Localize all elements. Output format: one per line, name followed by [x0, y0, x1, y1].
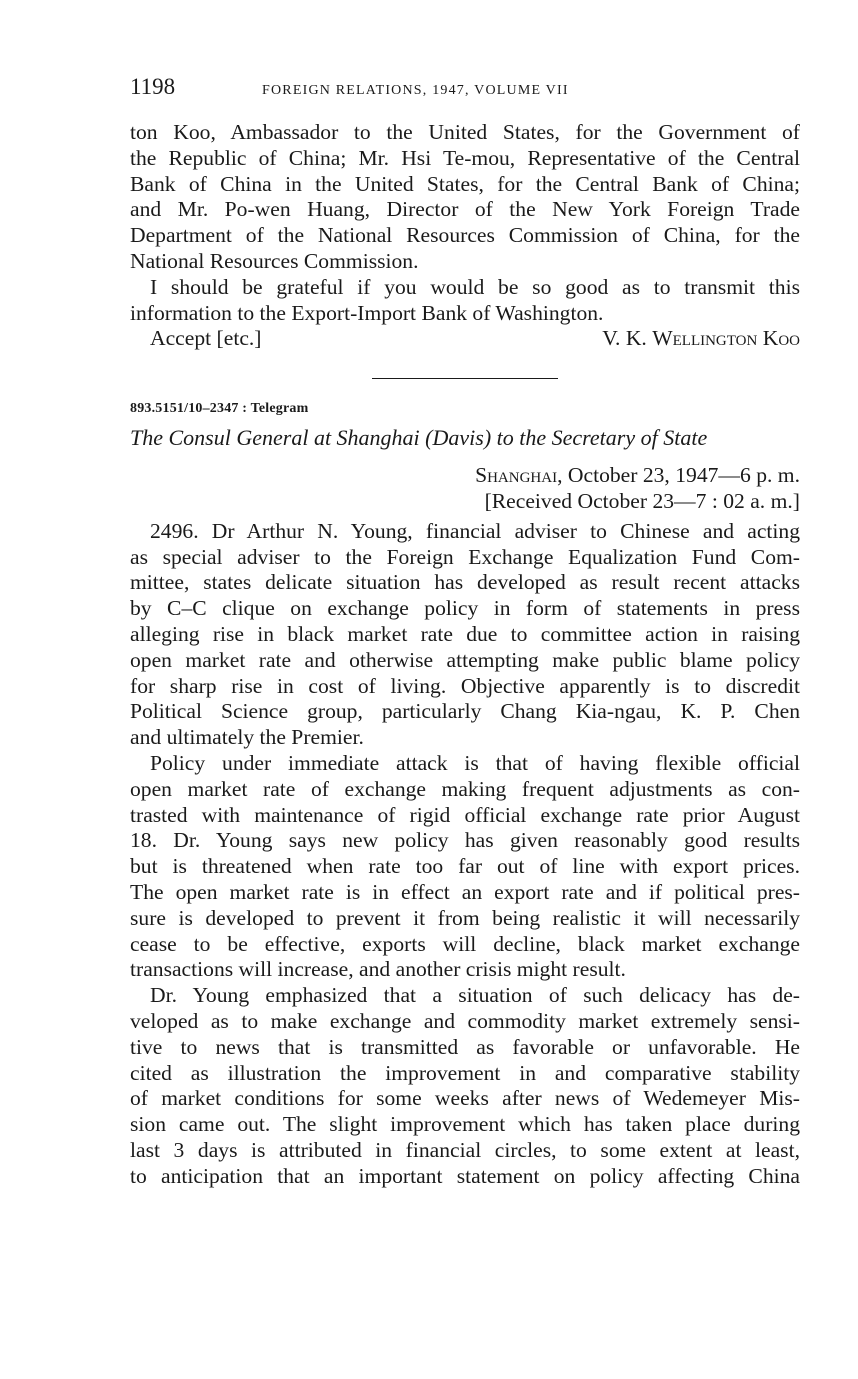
- document-page: [130, 74, 800, 1189]
- text-line: ton Koo, Ambassador to the United States, for the Government of: [130, 120, 800, 144]
- running-title: FOREIGN RELATIONS, 1947, VOLUME VII: [262, 83, 569, 98]
- running-header: [130, 74, 800, 104]
- signature: [602, 326, 800, 352]
- telegram-paragraph-3: [130, 983, 800, 1189]
- file-reference: 893.5151/10–2347 : Telegram: [130, 401, 309, 417]
- text-line: 2496. Dr Arthur N. Young, financial adviser to Chinese and acting: [150, 518, 800, 543]
- page-number: 1198: [130, 74, 176, 99]
- signature-name: Wellington: [652, 326, 758, 351]
- telegram-paragraph-1: [130, 519, 800, 751]
- text-line: information to the Export-Import Bank of Washington.: [130, 300, 604, 325]
- text-line: open market rate and otherwise attempting make public blame policy: [130, 647, 800, 672]
- text-line: 18. Dr. Young says new policy has given reasonably good results: [130, 828, 800, 853]
- signature-initials: V. K.: [602, 326, 647, 351]
- document-heading: The Consul General at Shanghai (Davis) to the Secretary of State: [130, 425, 708, 451]
- text-line: I should be grateful if you would be so good as to transmit this: [150, 274, 800, 299]
- text-line: National Resources Commission.: [130, 248, 419, 273]
- text-line: by C–C clique on exchange policy in form of statements in press: [130, 596, 800, 621]
- text-line: of market conditions for some weeks after news of Wedemeyer Mis-: [130, 1086, 800, 1111]
- text-line: open market rate of exchange making frequent adjustments as con-: [130, 776, 800, 801]
- text-line: the Republic of China; Mr. Hsi Te-mou, Representative of the Central: [130, 145, 800, 170]
- text-line: cited as illustration the improvement in and comparative stability: [130, 1060, 800, 1085]
- telegram-paragraph-2: [130, 751, 800, 983]
- text-line: as special adviser to the Foreign Exchange Equalization Fund Com-: [130, 544, 800, 569]
- text-line: sure is developed to prevent it from being realistic it will necessarily: [130, 905, 800, 930]
- text-line: Department of the National Resources Commission of China, for the: [130, 223, 800, 248]
- section-divider: [372, 378, 558, 379]
- dateline-received: [Received October 23—7 : 02 a. m.]: [484, 488, 800, 513]
- accept-text: Accept [etc.]: [150, 326, 262, 351]
- text-line: and Mr. Po-wen Huang, Director of the New York Foreign Trade: [130, 197, 800, 222]
- text-line: mittee, states delicate situation has developed as result recent attacks: [130, 570, 800, 595]
- text-line: The open market rate is in effect an export rate and if political pres-: [130, 879, 800, 904]
- text-line: cease to be effective, exports will decline, black market exchange: [130, 931, 800, 956]
- text-line: but is threatened when rate too far out of line with export prices.: [130, 854, 800, 879]
- text-line: Political Science group, particularly Chang Kia-ngau, K. P. Chen: [130, 699, 800, 724]
- text-line: tive to news that is transmitted as favorable or unfavorable. He: [130, 1034, 800, 1059]
- complimentary-close: [130, 326, 800, 352]
- text-line: veloped as to make exchange and commodity market extremely sensi-: [130, 1008, 800, 1033]
- text-line: Dr. Young emphasized that a situation of such delicacy has de-: [150, 983, 800, 1008]
- text-line: to anticipation that an important statement on policy affecting China: [130, 1163, 800, 1188]
- text-line: alleging rise in black market rate due to committee action in raising: [130, 621, 800, 646]
- text-line: trasted with maintenance of rigid official exchange rate prior August: [130, 802, 800, 827]
- text-line: last 3 days is attributed in financial circles, to some extent at least,: [130, 1137, 800, 1162]
- text-line: transactions will increase, and another crisis might result.: [130, 957, 626, 982]
- letter-closing-paragraph: [130, 120, 800, 275]
- dateline-date: , October 23, 1947—6 p. m.: [557, 463, 800, 488]
- signature-surname: Koo: [762, 326, 800, 351]
- dateline: [130, 463, 800, 515]
- text-line: Bank of China in the United States, for the Central Bank of China;: [130, 171, 800, 196]
- letter-request-paragraph: [130, 275, 800, 327]
- text-line: for sharp rise in cost of living. Objective apparently is to discredit: [130, 673, 800, 698]
- dateline-sent: [130, 463, 800, 489]
- dateline-place: Shanghai: [475, 463, 558, 488]
- text-line: Policy under immediate attack is that of having flexible official: [150, 750, 800, 775]
- text-line: sion came out. The slight improvement which has taken place during: [130, 1112, 800, 1137]
- text-line: and ultimately the Premier.: [130, 725, 364, 750]
